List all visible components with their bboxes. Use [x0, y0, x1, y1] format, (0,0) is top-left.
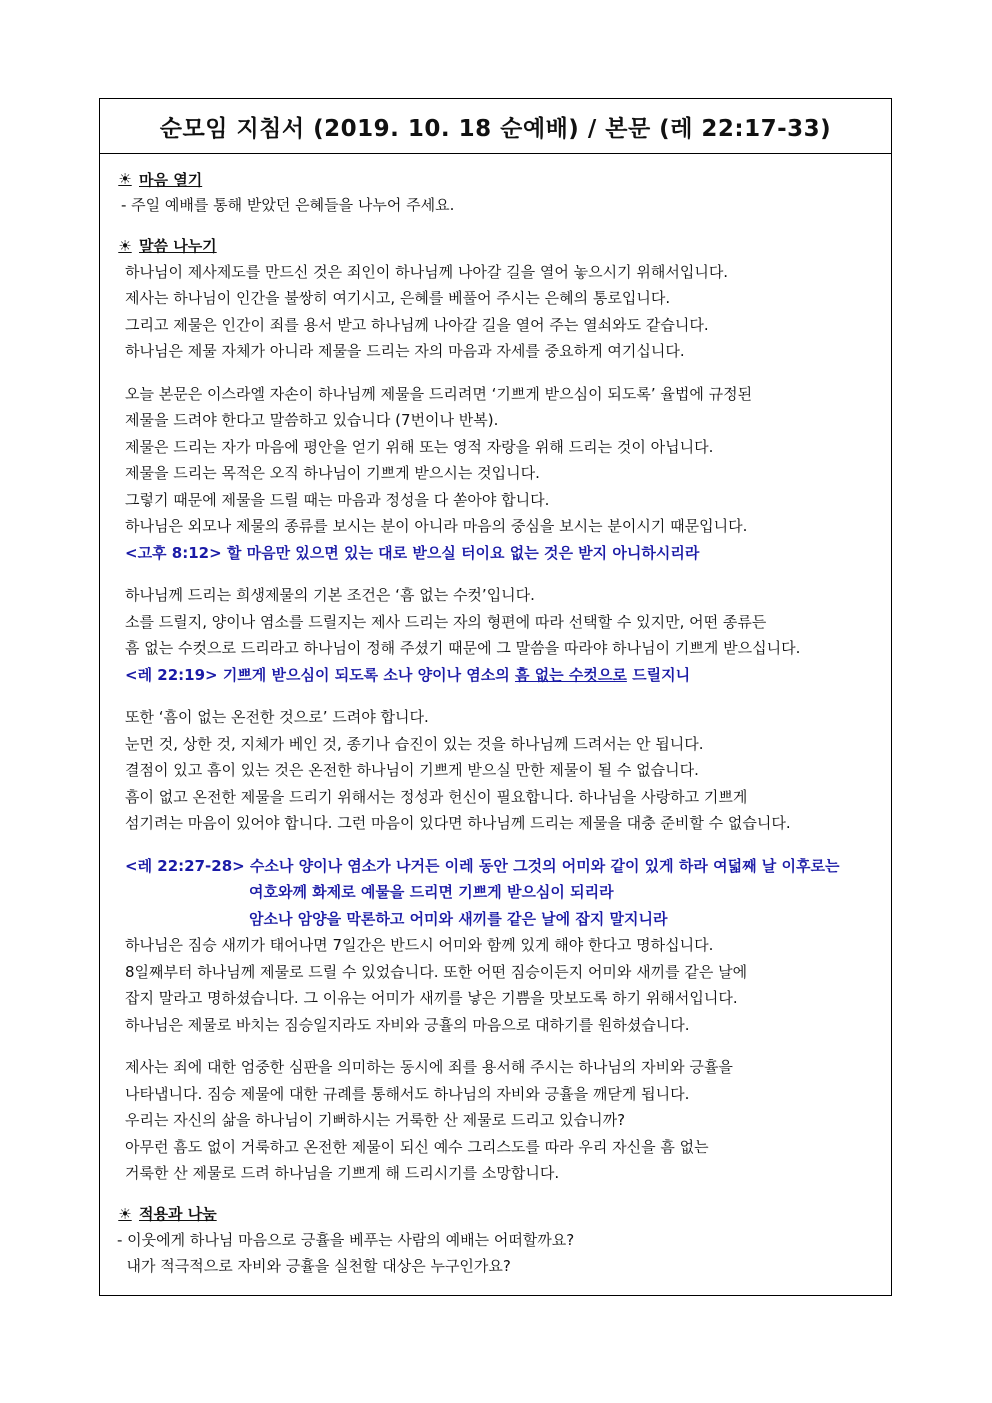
text-line: - 이웃에게 하나님 마음으로 긍휼을 베푸는 사람의 예배는 어떠할까요?	[117, 1230, 575, 1249]
section-heading-apply	[117, 1201, 881, 1227]
verse-text: <레 22:19> 기쁘게 받으심이 되도록 소나 양이나 염소의	[125, 665, 515, 684]
text-line: 하나님이 제사제도를 만드신 것은 죄인이 하나님께 나아갈 길을 열어 놓으시기 위해서입니다.	[125, 262, 729, 281]
text-line: 우리는 자신의 삶을 하나님이 기뻐하시는 거룩한 산 제물로 드리고 있습니까?	[125, 1111, 626, 1129]
verse-emphasis: 흠 없는 수컷으로	[514, 665, 627, 684]
text-line: 제물을 드려야 한다고 말씀하고 있습니다 (7번이나 반복).	[125, 411, 499, 429]
text-line: 그렇기 때문에 제물을 드릴 때는 마음과 정성을 다 쏟아야 합니다.	[125, 490, 550, 509]
sun-icon: ☀	[118, 170, 132, 188]
text-line: 오늘 본문은 이스라엘 자손이 하나님께 제물을 드리려면 ‘기쁘게 받으심이 되도록’ 율법에 규정된	[125, 384, 753, 403]
text-line: 결점이 있고 흠이 있는 것은 온전한 하나님이 기쁘게 받으실 만한 제물이 될 수 없습니다.	[125, 761, 699, 779]
text-line: 또한 ‘흠이 없는 온전한 것으로’ 드려야 합니다.	[125, 708, 429, 726]
page-title: 순모임 지침서 (2019. 10. 18 순예배) / 본문 (레 22:17-33)	[159, 115, 832, 142]
text-line: 제물은 드리는 자가 마음에 평안을 얻기 위해 또는 영적 자랑을 위해 드리는 것이 아닙니다.	[125, 437, 714, 456]
text-line: - 주일 예배를 통해 받았던 은혜들을 나누어 주세요.	[121, 196, 455, 214]
text-line: 그리고 제물은 인간이 죄를 용서 받고 하나님께 나아갈 길을 열어 주는 열쇠와도 같습니다.	[125, 315, 709, 334]
text-line: 하나님은 제물 자체가 아니라 제물을 드리는 자의 마음과 자세를 중요하게 여기십니다.	[125, 342, 685, 360]
bible-verse	[117, 662, 881, 689]
sun-icon: ☀	[118, 1204, 132, 1223]
text-line: 섬기려는 마음이 있어야 합니다. 그런 마음이 있다면 하나님께 드리는 제물을 대충 준비할 수 없습니다.	[125, 814, 791, 832]
sun-icon: ☀	[118, 236, 132, 255]
text-line: 하나님께 드리는 희생제물의 기본 조건은 ‘흠 없는 수컷’입니다.	[125, 586, 535, 604]
text-line: 아무런 흠도 없이 거룩하고 온전한 제물이 되신 예수 그리스도를 따라 우리 자신을 흠 없는	[125, 1137, 709, 1156]
bible-verse: 암소나 암양을 막론하고 어미와 새끼를 같은 날에 잡지 말지니라	[249, 909, 668, 928]
document-body	[100, 154, 891, 1280]
text-line: 제사는 죄에 대한 엄중한 심판을 의미하는 동시에 죄를 용서해 주시는 하나님의 자비와 긍휼을	[125, 1058, 733, 1076]
section-heading-word	[117, 233, 881, 259]
document-frame	[99, 98, 892, 1296]
text-line: 거룩한 산 제물로 드려 하나님을 기쁘게 해 드리시기를 소망합니다.	[125, 1164, 560, 1182]
section-title: 적용과 나눔	[139, 1205, 217, 1223]
title-bar	[100, 99, 891, 154]
text-line: 하나님은 제물로 바치는 짐승일지라도 자비와 긍휼의 마음으로 대하기를 원하셨습니다.	[125, 1015, 690, 1034]
text-line: 잡지 말라고 명하셨습니다. 그 이유는 어미가 새끼를 낳은 기쁨을 맛보도록 하기 위해서입니다.	[125, 989, 738, 1007]
text-line: 제사는 하나님이 인간을 불쌍히 여기시고, 은혜를 베풀어 주시는 은혜의 통로입니다.	[125, 289, 671, 307]
bible-verse: 여호와께 화제로 예물을 드리면 기쁘게 받으심이 되리라	[249, 883, 614, 901]
text-line: 하나님은 외모나 제물의 종류를 보시는 분이 아니라 마음의 중심을 보시는 분이시기 때문입니다.	[125, 517, 748, 535]
bible-verse: <고후 8:12> 할 마음만 있으면 있는 대로 받으실 터이요 없는 것은 받지 아니하시리라	[125, 543, 700, 562]
text-line: 제물을 드리는 목적은 오직 하나님이 기쁘게 받으시는 것입니다.	[125, 464, 540, 482]
verse-text: 드릴지니	[626, 665, 691, 684]
text-line: 나타냅니다. 짐승 제물에 대한 규례를 통해서도 하나님의 자비와 긍휼을 깨닫게 됩니다.	[125, 1084, 690, 1103]
text-line: 흠이 없고 온전한 제물을 드리기 위해서는 정성과 헌신이 필요합니다. 하나님을 사랑하고 기쁘게	[125, 787, 748, 806]
text-line: 소를 드릴지, 양이나 염소를 드릴지는 제사 드리는 자의 형편에 따라 선택할 수 있지만, 어떤 종류든	[125, 612, 767, 631]
text-line: 하나님은 짐승 새끼가 태어나면 7일간은 반드시 어미와 함께 있게 해야 한다고 명하십니다.	[125, 936, 714, 954]
text-line: 8일째부터 하나님께 제물로 드릴 수 있었습니다. 또한 어떤 짐승이든지 어미와 새끼를 같은 날에	[125, 962, 748, 981]
text-line: 흠 없는 수컷으로 드리라고 하나님이 정해 주셨기 때문에 그 말씀을 따라야 하나님이 기쁘게 받으십니다.	[125, 639, 801, 657]
bible-verse: <레 22:27-28> 수소나 양이나 염소가 나거든 이레 동안 그것의 어미와 같이 있게 하라 여덟째 날 이후로는	[125, 856, 840, 875]
text-line: 눈먼 것, 상한 것, 지체가 베인 것, 종기나 습진이 있는 것을 하나님께 드려서는 안 됩니다.	[125, 734, 704, 753]
section-heading-opening	[117, 166, 881, 192]
section-title: 말씀 나누기	[139, 237, 217, 255]
section-title: 마음 열기	[139, 170, 203, 189]
text-line: 내가 적극적으로 자비와 긍휼을 실천할 대상은 누구인가요?	[117, 1257, 511, 1275]
